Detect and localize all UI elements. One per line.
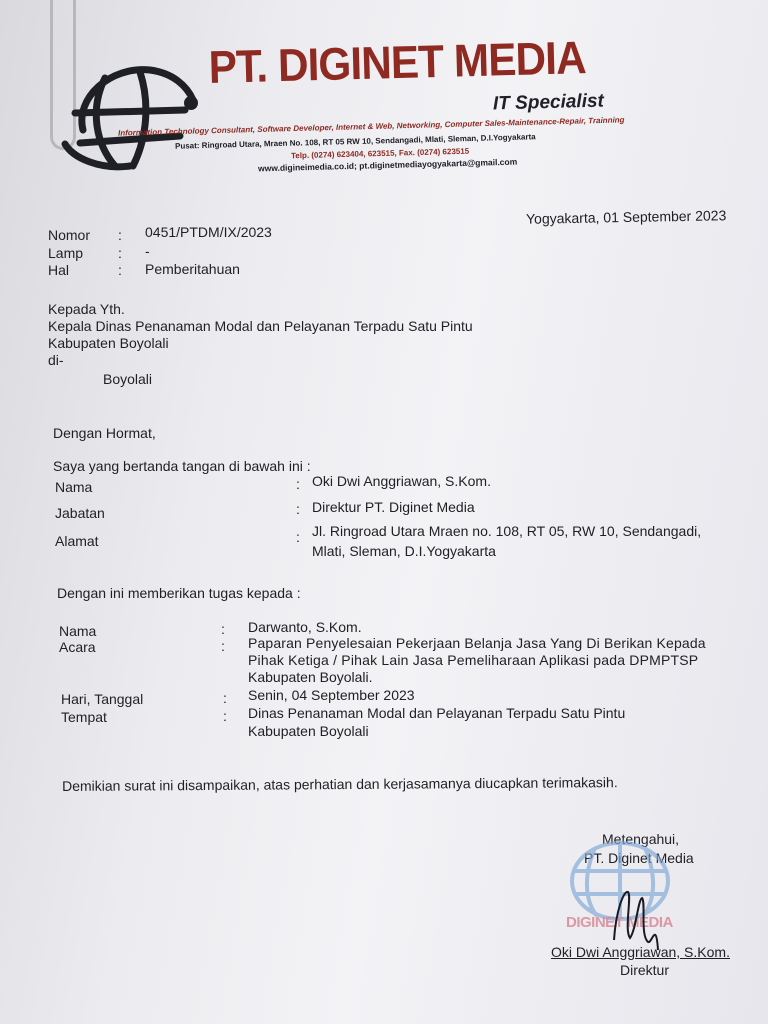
meta-colon: :: [118, 262, 122, 278]
meta-colon: :: [118, 227, 122, 243]
recipient-line: di-: [48, 352, 64, 368]
assign-label-hari: Hari, Tanggal: [61, 691, 144, 707]
info-colon: :: [296, 501, 300, 517]
info-colon: :: [296, 476, 300, 492]
assign-colon: :: [223, 690, 227, 706]
info-label-nama: Nama: [55, 479, 93, 495]
company-name: PT. DIGINET MEDIA: [208, 31, 587, 93]
meta-colon: :: [118, 245, 122, 261]
company-subtitle: IT Specialist: [492, 90, 605, 115]
meta-value-nomor: 0451/PTDM/IX/2023: [145, 224, 272, 240]
signature-acknowledge: Metengahui,: [602, 831, 680, 847]
closing-text: Demikian surat ini disampaikan, atas perhatian dan kerjasamanya diucapkan terimakasih.: [62, 774, 618, 794]
assign-value-acara: Paparan Penyelesaian Pekerjaan Belanja Jasa Yang Di Berikan Kepada: [248, 635, 706, 651]
assign-value-tempat: Dinas Penanaman Modal dan Pelayanan Terpadu Satu Pintu: [248, 705, 626, 721]
assign-value-tempat-2: Kabupaten Boyolali: [248, 723, 369, 739]
meta-value-hal: Pemberitahuan: [145, 261, 240, 277]
assign-value-acara-3: Kabupaten Boyolali.: [248, 669, 373, 685]
info-value-jabatan: Direktur PT. Diginet Media: [312, 499, 475, 515]
info-value-nama: Oki Dwi Anggriawan, S.Kom.: [312, 473, 491, 489]
assignment-intro: Dengan ini memberikan tugas kepada :: [57, 585, 301, 601]
info-label-alamat: Alamat: [55, 533, 99, 549]
signer-title: Direktur: [620, 962, 670, 978]
recipient-city: Boyolali: [103, 371, 153, 387]
recipient-line: Kabupaten Boyolali: [48, 335, 169, 351]
assign-value-acara-2: Pihak Ketiga / Pihak Lain Jasa Pemeliharaan Aplikasi pada DPMPTSP: [248, 652, 699, 668]
company-tagline: Information Technology Consultant, Software Developer, Internet & Web, Networking, Computer Sales-Maintenance-Repair, Trainning: [117, 115, 625, 138]
meta-label-hal: Hal: [48, 262, 70, 278]
info-value-alamat: Jl. Ringroad Utara Mraen no. 108, RT 05, RW 10, Sendangadi,: [312, 523, 702, 539]
assign-value-hari: Senin, 04 September 2023: [248, 687, 415, 703]
assign-label-nama: Nama: [59, 623, 97, 639]
intro-text: Saya yang bertanda tangan di bawah ini :: [53, 458, 311, 474]
signature-company: PT. Diginet Media: [584, 850, 694, 866]
globe-logo-icon: [55, 48, 200, 176]
company-phone: Telp. (0274) 623404, 623515, Fax. (0274) 623515: [290, 146, 470, 161]
assign-colon: :: [221, 621, 225, 637]
assign-colon: :: [221, 638, 225, 654]
assign-value-nama: Darwanto, S.Kom.: [248, 619, 362, 635]
company-web: www.digineimedia.co.id; pt.diginetmediayogyakarta@gmail.com: [257, 156, 518, 174]
assign-colon: :: [223, 708, 227, 724]
info-value-alamat-2: Mlati, Sleman, D.I.Yogyakarta: [312, 543, 496, 559]
company-address: Pusat: Ringroad Utara, Mraen No. 108, RT 05 RW 10, Sendangadi, Mlati, Sleman, D.I.Yogyakarta: [174, 132, 536, 151]
meta-label-nomor: Nomor: [48, 227, 91, 243]
letter-date: Yogyakarta, 01 September 2023: [525, 207, 727, 227]
greeting: Dengan Hormat,: [53, 425, 156, 441]
info-colon: :: [296, 529, 300, 545]
signer-name: Oki Dwi Anggriawan, S.Kom.: [551, 944, 730, 960]
recipient-line: Kepala Dinas Penanaman Modal dan Pelayanan Terpadu Satu Pintu: [48, 318, 473, 334]
recipient-line: Kepada Yth.: [48, 301, 125, 317]
stamp-text: DIGINET MEDIA: [566, 914, 673, 931]
meta-label-lamp: Lamp: [48, 245, 84, 261]
assign-label-acara: Acara: [59, 639, 96, 655]
meta-value-lamp: -: [145, 243, 150, 259]
assign-label-tempat: Tempat: [61, 709, 107, 725]
info-label-jabatan: Jabatan: [55, 505, 105, 521]
